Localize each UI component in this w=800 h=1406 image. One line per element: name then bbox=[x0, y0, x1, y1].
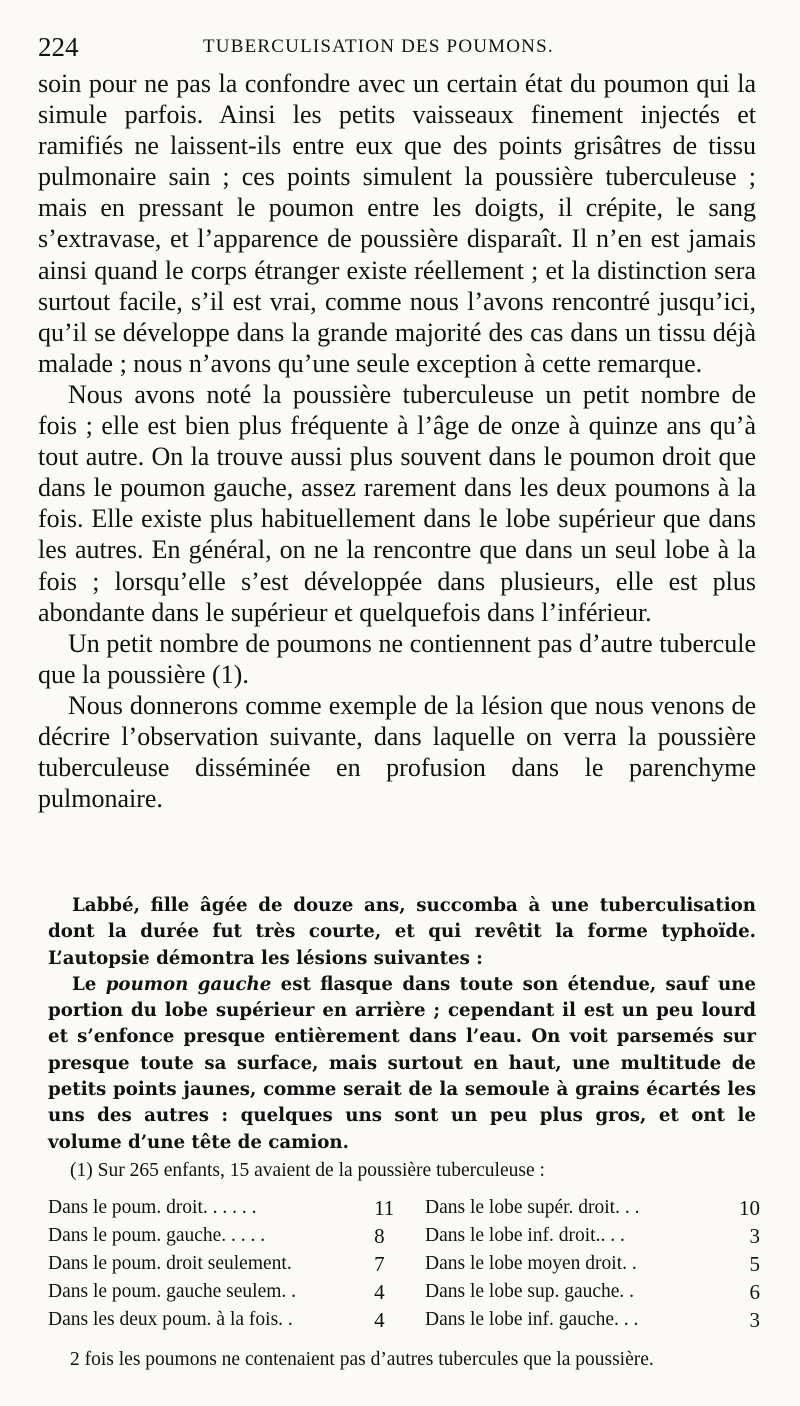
left-value: 4 bbox=[374, 1308, 385, 1332]
left-value: 8 bbox=[374, 1224, 385, 1248]
page-number: 224 bbox=[38, 32, 79, 62]
observation-intro: Labbé, fille âgée de douze ans, succomba à une tuberculisation dont la durée fut très courte, et qui revêtit la forme typhoïde. L’autopsie démontra les lésions suivantes : bbox=[48, 895, 756, 969]
right-value: 3 bbox=[749, 1308, 760, 1332]
table-row bbox=[48, 1306, 760, 1334]
paragraph-continuation: soin pour ne pas la confondre avec un certain état du poumon qui la simule parfois. Ainsi les petits vaisseaux finement injectés et ramifiés ne laissent-ils entre eux que des points grisâtres de tissu pulmonaire sain ; ces points simulent la poussière tuberculeuse ; mais en pressant le poumon entre les doigts, il crépite, le sang s’extravase, et l’apparence de poussière disparaît. Il n’en est jamais ainsi quand le corps étranger existe réellement ; et la distinction sera surtout facile, s’il est vrai, comme nous l’avons rencontré jusqu’ici, qu’il se développe dans la grande majorité des cas dans un tissu déjà malade ; nous n’avons qu’une seule exception à cette remarque. bbox=[38, 69, 756, 378]
right-label: Dans le lobe moyen droit. . bbox=[425, 1253, 637, 1274]
table-row bbox=[48, 1222, 760, 1250]
left-label: Dans les deux poum. à la fois. . bbox=[48, 1309, 293, 1330]
footnote bbox=[48, 1156, 760, 1374]
right-label: Dans le lobe inf. droit.. . . bbox=[425, 1225, 625, 1246]
paragraph-footnote-ref: Un petit nombre de poumons ne contiennent pas d’autre tubercule que la poussière (1). bbox=[38, 628, 756, 689]
left-label: Dans le poum. droit seulement. bbox=[48, 1253, 292, 1274]
observation-lead-italic: poumon gauche bbox=[105, 973, 272, 995]
left-value: 7 bbox=[374, 1252, 385, 1276]
right-value: 10 bbox=[739, 1196, 760, 1220]
right-value: 6 bbox=[749, 1280, 760, 1304]
right-label: Dans le lobe supér. droit. . . bbox=[425, 1197, 640, 1218]
case-observation bbox=[48, 893, 756, 1156]
left-label: Dans le poum. droit. . . . . . bbox=[48, 1197, 257, 1218]
observation-left-lung bbox=[48, 972, 756, 1156]
table-row bbox=[48, 1278, 760, 1306]
footnote-statistics-table bbox=[48, 1194, 760, 1334]
paragraph-example-intro: Nous donnerons comme exemple de la lésion que nous venons de décrire l’observation suivante, dans laquelle on verra la poussière tuberculeuse disséminée en profusion dans le parenchyme pulmonaire. bbox=[38, 690, 756, 814]
footnote-intro: (1) Sur 265 enfants, 15 avaient de la poussière tuberculeuse : bbox=[70, 1160, 545, 1181]
observation-rest: est flasque dans toute son étendue, sauf une portion du lobe supérieur en arrière ; cependant il est un peu lourd et s’enfonce presque entièrement dans l’eau. On voit parsemés sur presque toute sa surface, mais surtout en haut, une multitude de petits points jaunes, comme serait de la semoule à grains écartés les uns des autres : quelques uns sont un peu plus gros, et ont le volume d’une tête de camion. bbox=[48, 973, 756, 1153]
paragraph-frequency: Nous avons noté la poussière tuberculeuse un petit nombre de fois ; elle est bien plus fréquente à l’âge de onze à quinze ans qu’à tout autre. On la trouve aussi plus souvent dans le poumon droit que dans le poumon gauche, assez rarement dans les deux poumons à la fois. Elle existe plus habituellement dans le lobe supérieur que dans les autres. En général, on ne la rencontre que dans un seul lobe à la fois ; lorsqu’elle s’est développée dans plusieurs, elle est plus abondante dans le supérieur et quelquefois dans l’inférieur. bbox=[38, 379, 756, 627]
right-label: Dans le lobe inf. gauche. . . bbox=[425, 1309, 639, 1330]
left-value: 11 bbox=[374, 1196, 395, 1220]
left-label: Dans le poum. gauche seulem. . bbox=[48, 1281, 297, 1302]
table-row bbox=[48, 1194, 760, 1222]
observation-lead: Le bbox=[72, 973, 97, 995]
table-row bbox=[48, 1250, 760, 1278]
body-text bbox=[38, 68, 756, 814]
right-label: Dans le lobe sup. gauche. . bbox=[425, 1281, 635, 1302]
right-value: 3 bbox=[749, 1224, 760, 1248]
left-label: Dans le poum. gauche. . . . . bbox=[48, 1225, 266, 1246]
running-head bbox=[38, 32, 758, 62]
left-value: 4 bbox=[374, 1280, 385, 1304]
footnote-closing: 2 fois les poumons ne contenaient pas d’autres tubercules que la poussière. bbox=[70, 1349, 654, 1370]
right-value: 5 bbox=[749, 1252, 760, 1276]
running-title: TUBERCULISATION DES POUMONS. bbox=[203, 36, 554, 57]
